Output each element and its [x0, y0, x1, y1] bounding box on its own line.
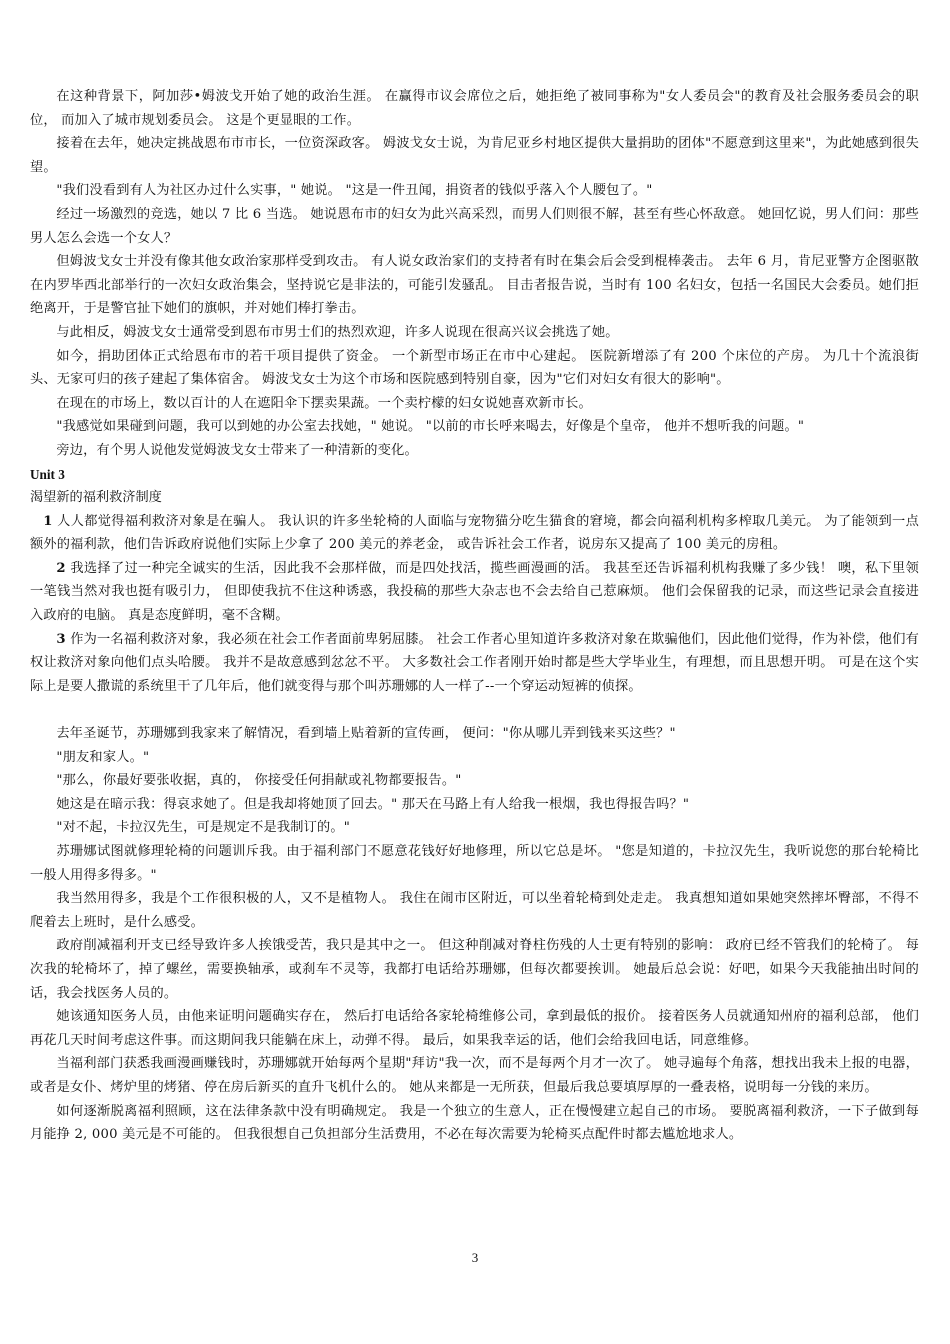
paragraph: 如今，捐助团体正式给恩布市的若干项目提供了资金。 一个新型市场正在市中心建起。 医院新增添了有 200 个床位的产房。 为几十个流浪街头、无家可归的孩子建起了集体宿舍。 姆波戈女士为这个市场和医院感到特别自豪，因为"它们对妇女有很大的影响"。 [30, 348, 919, 388]
paragraph: 我当然用得多，我是个工作很积极的人，又不是植物人。 我住在闹市区附近，可以坐着轮椅到处走走。 我真想知道如果她突然摔坏臀部，不得不爬着去上班时，是什么感受。 [30, 891, 919, 930]
paragraph-text: 人人都觉得福利救济对象是在骗人。 我认识的许多坐轮椅的人面临与宠物猫分吃生猫食的窘境，都会向福利机构多榨取几美元。 为了能领到一点额外的福利款，他们告诉政府说他们实际上少拿了 200 美元的养老金， 或告诉社会工作者，说房东又提高了 100 美元的房租。 [30, 513, 919, 553]
unit-title: 渴望新的福利救济制度 [30, 490, 162, 506]
paragraph-number: 3 [56, 631, 66, 647]
paragraph-text: 作为一名福利救济对象，我必须在社会工作者面前卑躬屈膝。 社会工作者心里知道许多救济对象在欺骗他们，因此他们觉得，作为补偿，他们有权让救济对象向他们点头哈腰。 我并不是故意感到忿忿不平。 大多数社会工作者刚开始时都是些大学毕业生，有理想，而且思想开明。 可是在这个实际上是要人撒谎的系统里干了几年后，他们就变得与那个叫苏珊娜的人一样了--一个穿运动短裤的侦探。 [30, 631, 919, 694]
paragraph: 在这种背景下，阿加莎•姆波戈开始了她的政治生涯。 在赢得市议会席位之后，她拒绝了被同事称为"女人委员会"的教育及社会服务委员会的职位， 而加入了城市规划委员会。 这是个更显眼的工作。 [30, 89, 919, 128]
paragraph-number: 1 [43, 513, 53, 529]
page-number: 3 [471, 1250, 479, 1265]
paragraph: 苏珊娜试图就修理轮椅的问题训斥我。由于福利部门不愿意花钱好好地修理，所以它总是坏。 "您是知道的，卡拉汉先生，我听说您的那台轮椅比一般人用得多得多。" [30, 844, 919, 883]
paragraph: "我们没看到有人为社区办过什么实事，" 她说。 "这是一件丑闻，捐资者的钱似乎落入个人腰包了。" [56, 183, 653, 199]
blank-line [30, 698, 919, 722]
paragraph: "那么，你最好要张收据，真的， 你接受任何捐献或礼物都要报告。" [56, 773, 462, 789]
paragraph-text: 我选择了过一种完全诚实的生活，因此我不会那样做，而是四处找活，揽些画漫画的活。 我甚至还告诉福利机构我赚了多少钱！ 噢，私下里领一笔钱当然对我也挺有吸引力， 但即使我抗不住这种诱惑，我投稿的那些大杂志也不会去给自己惹麻烦。 他们会保留我的记录，而这些记录会直接进入政府的电脑。 真是态度鲜明，毫不含糊。 [30, 560, 919, 624]
paragraph: "我感觉如果碰到问题，我可以到她的办公室去找她，" 她说。 "以前的市长呼来喝去，好像是个皇帝， 他并不想听我的问题。" [56, 419, 805, 435]
paragraph: 她这是在暗示我：得哀求她了。但是我却将她顶了回去。" 那天在马路上有人给我一根烟，我也得报告吗？" [56, 796, 690, 812]
paragraph: 接着在去年，她决定挑战恩布市市长，一位资深政客。 姆波戈女士说，为肯尼亚乡村地区提供大量捐助的团体"不愿意到这里来"，为此她感到很失望。 [30, 136, 919, 175]
paragraph: 政府削减福利开支已经导致许多人挨饿受苦，我只是其中之一。 但这种削减对脊柱伤残的人士更有特别的影响： 政府已经不管我们的轮椅了。 每次我的轮椅坏了，掉了螺丝，需要换轴承，或刹车不灵等，我都打电话给苏珊娜，但每次都要挨训。 她最后总会说：好吧，如果今天我能抽出时间的话，我会找医务人员的。 [30, 938, 919, 1001]
unit-heading: Unit 3 [30, 466, 65, 482]
numbered-paragraph [30, 628, 919, 699]
numbered-paragraph [30, 510, 919, 557]
numbered-paragraph [30, 557, 919, 628]
paragraph: "对不起，卡拉汉先生，可是规定不是我制订的。" [56, 820, 351, 836]
paragraph: 但姆波戈女士并没有像其他女政治家那样受到攻击。 有人说女政治家们的支持者有时在集会后会受到棍棒袭击。 去年 6 月，肯尼亚警方企图驱散在内罗毕西北部举行的一次妇女政治集会，坚持说它是非法的，可能引发骚乱。 目击者报告说，当时有 100 名妇女，包括一名国民大会委员。她们拒绝离开，于是警官扯下她们的旗帜，并对她们棒打拳击。 [30, 254, 919, 317]
paragraph: 如何逐渐脱离福利照顾，这在法律条款中没有明确规定。 我是一个独立的生意人，正在慢慢建立起自己的市场。 要脱离福利救济，一下子做到每月能挣 2, 000 美元是不可能的。 但我很想自己负担部分生活费用，不必在每次需要为轮椅买点配件时都去尴尬地求人。 [30, 1103, 919, 1143]
paragraph-number: 2 [56, 560, 66, 576]
paragraph: 去年圣诞节，苏珊娜到我家来了解情况，看到墙上贴着新的宣传画， 便问："你从哪儿弄到钱来买这些？" [56, 726, 676, 742]
paragraph: 旁边，有个男人说他发觉姆波戈女士带来了一种清新的变化。 [56, 442, 418, 458]
document-body [30, 85, 919, 1147]
paragraph: 在现在的市场上，数以百计的人在遮阳伞下摆卖果蔬。一个卖柠檬的妇女说她喜欢新市长。 [56, 395, 592, 411]
paragraph: 与此相反，姆波戈女士通常受到恩布市男士们的热烈欢迎，许多人说现在很高兴议会挑选了她。 [56, 324, 619, 340]
paragraph: 她该通知医务人员，由他来证明问题确实存在， 然后打电话给各家轮椅维修公司，拿到最低的报价。 接着医务人员就通知州府的福利总部， 他们再花几天时间考虑这件事。而这期间我只能躺在床上，动弹不得。 最后，如果我幸运的话，他们会给我回电话，同意维修。 [30, 1009, 919, 1048]
paragraph: "朋友和家人。" [56, 749, 150, 765]
paragraph: 经过一场激烈的竞选，她以 7 比 6 当选。 她说恩布市的妇女为此兴高采烈，而男人们则很不解，甚至有些心怀敌意。 她回忆说，男人们问：那些男人怎么会选一个女人？ [30, 206, 919, 246]
paragraph: 当福利部门获悉我画漫画赚钱时，苏珊娜就开始每两个星期"拜访"我一次，而不是每两个月才一次了。 她寻遍每个角落，想找出我未上报的电器，或者是女仆、烤炉里的烤猪、停在房后新买的直升飞机什么的。 她从来都是一无所获，但最后我总要填厚厚的一叠表格，说明每一分钱的来历。 [30, 1056, 919, 1095]
